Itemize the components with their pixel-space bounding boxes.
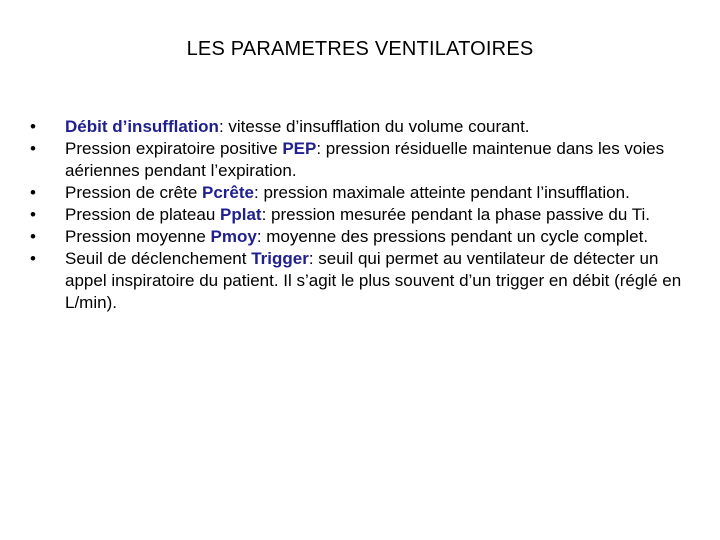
term-pplat: Pplat — [220, 205, 262, 224]
term-pcrete: Pcrête — [202, 183, 254, 202]
parameter-list — [30, 116, 692, 314]
item-prefix: Pression de crête — [65, 183, 203, 202]
bullet-icon: • — [30, 249, 36, 268]
item-text: : pression résiduelle maintenue dans les voies aériennes pendant l’expiration. — [65, 139, 665, 180]
list-item-pep — [30, 138, 692, 182]
item-text: : pression maximale atteinte pendant l’insufflation. — [254, 183, 630, 202]
bullet-icon: • — [30, 117, 36, 136]
term-trigger: Trigger — [251, 249, 309, 268]
list-item-pcrete — [30, 182, 692, 204]
list-item-debit — [30, 116, 692, 138]
bullet-icon: • — [30, 227, 36, 246]
term-pep: PEP — [282, 139, 317, 158]
term-debit-insufflation: Débit d’insufflation — [65, 117, 219, 136]
list-item-pplat — [30, 204, 692, 226]
item-text: : pression mesurée pendant la phase passive du Ti. — [261, 205, 650, 224]
slide-title: LES PARAMETRES VENTILATOIRES — [186, 38, 534, 60]
item-prefix: Pression expiratoire positive — [65, 139, 283, 158]
term-pmoy: Pmoy — [210, 227, 257, 246]
item-text: : seuil qui permet au ventilateur de détecter un appel inspiratoire du patient. Il s’agit le plus souvent d’un trigger en débit (réglé en L/min). — [65, 249, 682, 312]
bullet-icon: • — [30, 139, 36, 158]
list-item-trigger — [30, 248, 692, 314]
bullet-icon: • — [30, 205, 36, 224]
item-text: : moyenne des pressions pendant un cycle complet. — [256, 227, 649, 246]
item-text: : vitesse d’insufflation du volume courant. — [218, 117, 530, 136]
item-prefix: Pression moyenne — [65, 227, 211, 246]
item-prefix: Pression de plateau — [65, 205, 220, 224]
bullet-icon: • — [30, 183, 36, 202]
list-item-pmoy — [30, 226, 692, 248]
item-prefix: Seuil de déclenchement — [65, 249, 252, 268]
